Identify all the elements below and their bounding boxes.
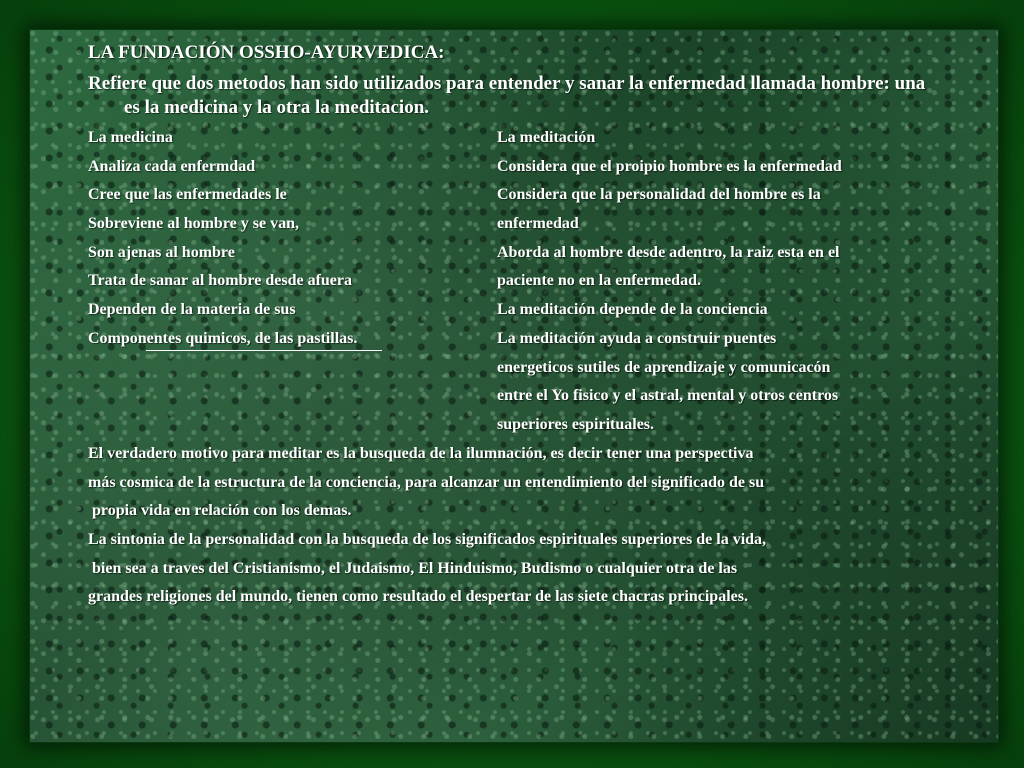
meditation-line: La meditación depende de la conciencia [497, 301, 768, 319]
meditation-line: La meditación ayuda a construir puentes [497, 329, 777, 347]
medicine-line: Analiza cada enfermdad [88, 157, 256, 175]
medicine-line: Cree que las enfermedades le [88, 186, 287, 204]
meditation-line: energeticos sutiles de aprendizaje y comunicacón [497, 358, 831, 376]
medicine-line: Trata de sanar al hombre desde afuera [88, 272, 352, 290]
medicine-line: Componentes quimicos, de las pastillas. [88, 329, 358, 347]
closing-line: propia vida en relación con los demas. [88, 502, 352, 520]
underline-divider [146, 350, 382, 351]
slide-content [88, 40, 968, 612]
closing-paragraphs [88, 440, 968, 612]
slide-title: LA FUNDACIÓN OSSHO-AYURVEDICA: [88, 42, 445, 63]
meditation-column [497, 124, 957, 440]
medicine-line: Son ajenas al hombre [88, 243, 235, 261]
meditation-line: Considera que la personalidad del hombre es la [497, 186, 821, 204]
comparison-columns [88, 124, 968, 433]
closing-line: El verdadero motivo para meditar es la busqueda de la ilumnación, es decir tener una perspectiva [88, 445, 754, 462]
closing-line: La sintonia de la personalidad con la busqueda de los significados espirituales superiores de la vida, [88, 531, 767, 549]
closing-line: grandes religiones del mundo, tienen como resultado el despertar de las siete chacras principales. [88, 588, 748, 606]
closing-line: bien sea a traves del Cristianismo, el Judaismo, El Hinduismo, Budismo o cualquier otra de las [88, 559, 738, 577]
medicine-line: La medicina [88, 129, 173, 146]
meditation-line: entre el Yo fisico y el astral, mental y otros centros [497, 387, 839, 405]
meditation-line: paciente no en la enfermedad. [497, 272, 701, 290]
medicine-line: Sobreviene al hombre y se van, [88, 215, 299, 233]
meditation-line: Considera que el proipio hombre es la enfermedad [497, 157, 842, 175]
meditation-line: Aborda al hombre desde adentro, la raiz esta en el [497, 243, 840, 261]
meditation-line: superiores espirituales. [497, 415, 655, 433]
medicine-line: Dependen de la materia de sus [88, 301, 296, 319]
meditation-line: enfermedad [497, 215, 579, 233]
medicine-column [88, 124, 488, 354]
closing-line: más cosmica de la estructura de la conciencia, para alcanzar un entendimiento del significado de su [88, 473, 765, 491]
intro-paragraph: Refiere que dos metodos han sido utilizados para entender y sanar la enfermedad llamada hombre: una es la medicina y la otra la meditacion. [88, 73, 926, 118]
meditation-line: La meditación [497, 129, 596, 146]
